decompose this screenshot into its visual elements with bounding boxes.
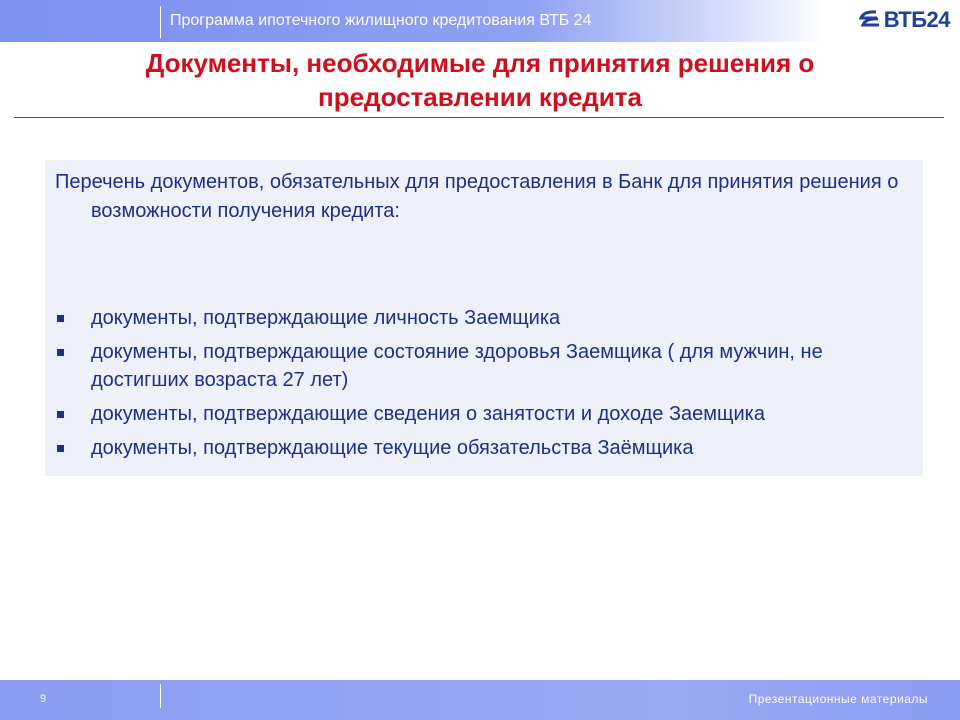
logo-text: ВТБ24 bbox=[883, 7, 950, 32]
list-item-text: документы, подтверждающие личность Заемщика bbox=[91, 307, 561, 329]
page-number: 9 bbox=[40, 693, 47, 705]
bullet-square-icon bbox=[57, 445, 64, 452]
header-bar bbox=[0, 0, 960, 42]
list-item-text: документы, подтверждающие текущие обязательства Заёмщика bbox=[91, 437, 694, 459]
title-divider bbox=[14, 117, 944, 118]
page-title: Документы, необходимые для принятия решения о предоставлении кредита bbox=[145, 48, 815, 112]
bullet-square-icon bbox=[57, 411, 64, 418]
footer-divider bbox=[160, 684, 161, 708]
list-item bbox=[55, 338, 915, 394]
footer-caption: Презентационные материалы bbox=[748, 692, 928, 706]
bullet-square-icon bbox=[57, 349, 64, 356]
footer-bar bbox=[0, 680, 960, 720]
list-item-text: документы, подтверждающие сведения о занятости и доходе Заемщика bbox=[91, 403, 765, 425]
vtb-logo bbox=[856, 2, 950, 38]
list-item bbox=[55, 434, 915, 462]
header-divider bbox=[160, 6, 161, 38]
list-item bbox=[55, 400, 915, 428]
intro-text: Перечень документов, обязательных для предоставления в Банк для принятия решения о возможности получения кредита: bbox=[55, 171, 899, 222]
list-item bbox=[55, 304, 915, 332]
document-list bbox=[55, 304, 915, 468]
bullet-square-icon bbox=[57, 315, 64, 322]
list-item-text: документы, подтверждающие состояние здоровья Заемщика ( для мужчин, не достигших возраста 27 лет) bbox=[91, 341, 823, 391]
vtb-logo-icon bbox=[856, 7, 882, 33]
header-title: Программа ипотечного жилищного кредитования ВТБ 24 bbox=[170, 12, 592, 29]
